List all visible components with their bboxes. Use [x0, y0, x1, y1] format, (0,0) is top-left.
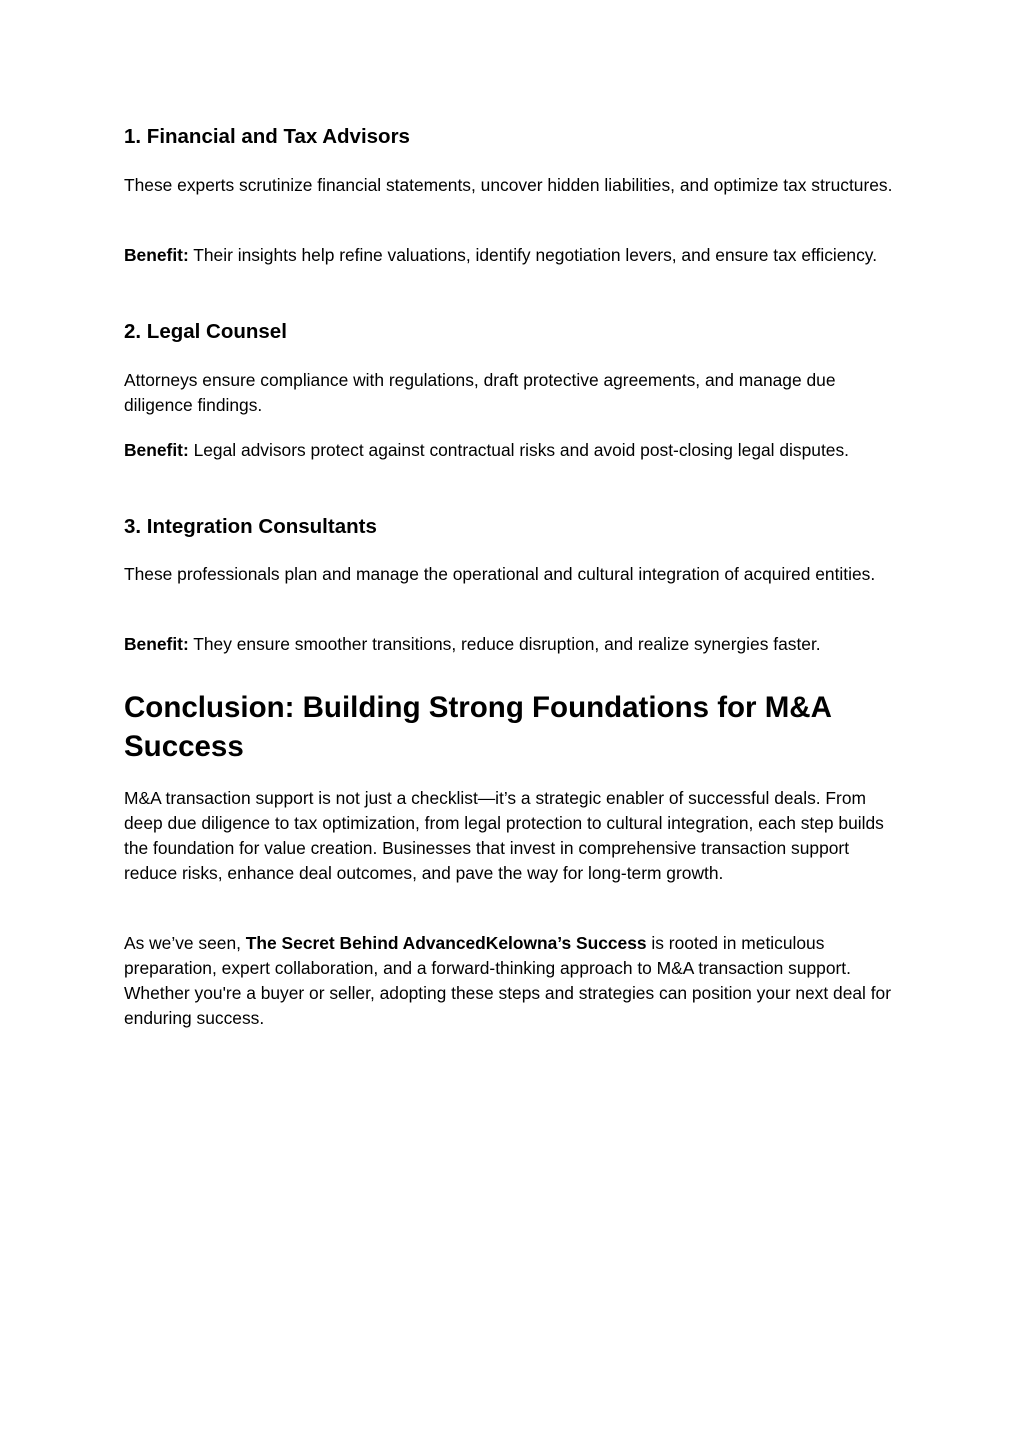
conclusion-paragraph-2-prefix: As we’ve seen,: [124, 933, 246, 953]
section-heading-integration-consultants: 3. Integration Consultants: [124, 515, 377, 538]
benefit-label: Benefit:: [124, 634, 189, 654]
section-benefit-financial-tax-advisors: [124, 243, 904, 268]
section-heading-legal-counsel: 2. Legal Counsel: [124, 320, 287, 343]
section-description-legal-counsel: Attorneys ensure compliance with regulations, draft protective agreements, and manage due diligence findings.: [124, 370, 836, 415]
conclusion-paragraph-2-suffix: is rooted in meticulous preparation, expert collaboration, and a forward-thinking approach to M&A transaction support. Whether you're a buyer or seller, adopting these steps and strategies can position your next deal for enduring success.: [124, 933, 892, 1028]
section-description-integration-consultants: These professionals plan and manage the operational and cultural integration of acquired entities.: [124, 564, 876, 584]
benefit-text: Their insights help refine valuations, identify negotiation levers, and ensure tax efficiency.: [188, 245, 878, 265]
benefit-label: Benefit:: [124, 440, 189, 460]
section-benefit-legal-counsel: [124, 438, 904, 463]
benefit-label: Benefit:: [124, 245, 189, 265]
section-description-financial-tax-advisors: These experts scrutinize financial statements, uncover hidden liabilities, and optimize tax structures.: [124, 175, 893, 195]
section-heading-financial-tax-advisors: 1. Financial and Tax Advisors: [124, 125, 410, 148]
benefit-text: They ensure smoother transitions, reduce disruption, and realize synergies faster.: [188, 634, 821, 654]
conclusion-heading: Conclusion: Building Strong Foundations for M&A Success: [124, 691, 831, 763]
section-benefit-integration-consultants: [124, 632, 904, 657]
conclusion-paragraph-1: M&A transaction support is not just a checklist—it’s a strategic enabler of successful deals. From deep due diligence to tax optimization, from legal protection to cultural integration, each step builds the foundation for value creation. Businesses that invest in comprehensive transaction support reduce risks, enhance deal outcomes, and pave the way for long-term growth.: [124, 788, 884, 883]
conclusion-paragraph-2: [124, 931, 904, 1031]
benefit-text: Legal advisors protect against contractual risks and avoid post-closing legal disputes.: [188, 440, 849, 460]
conclusion-paragraph-2-emphasis: The Secret Behind AdvancedKelowna’s Success: [245, 933, 647, 953]
